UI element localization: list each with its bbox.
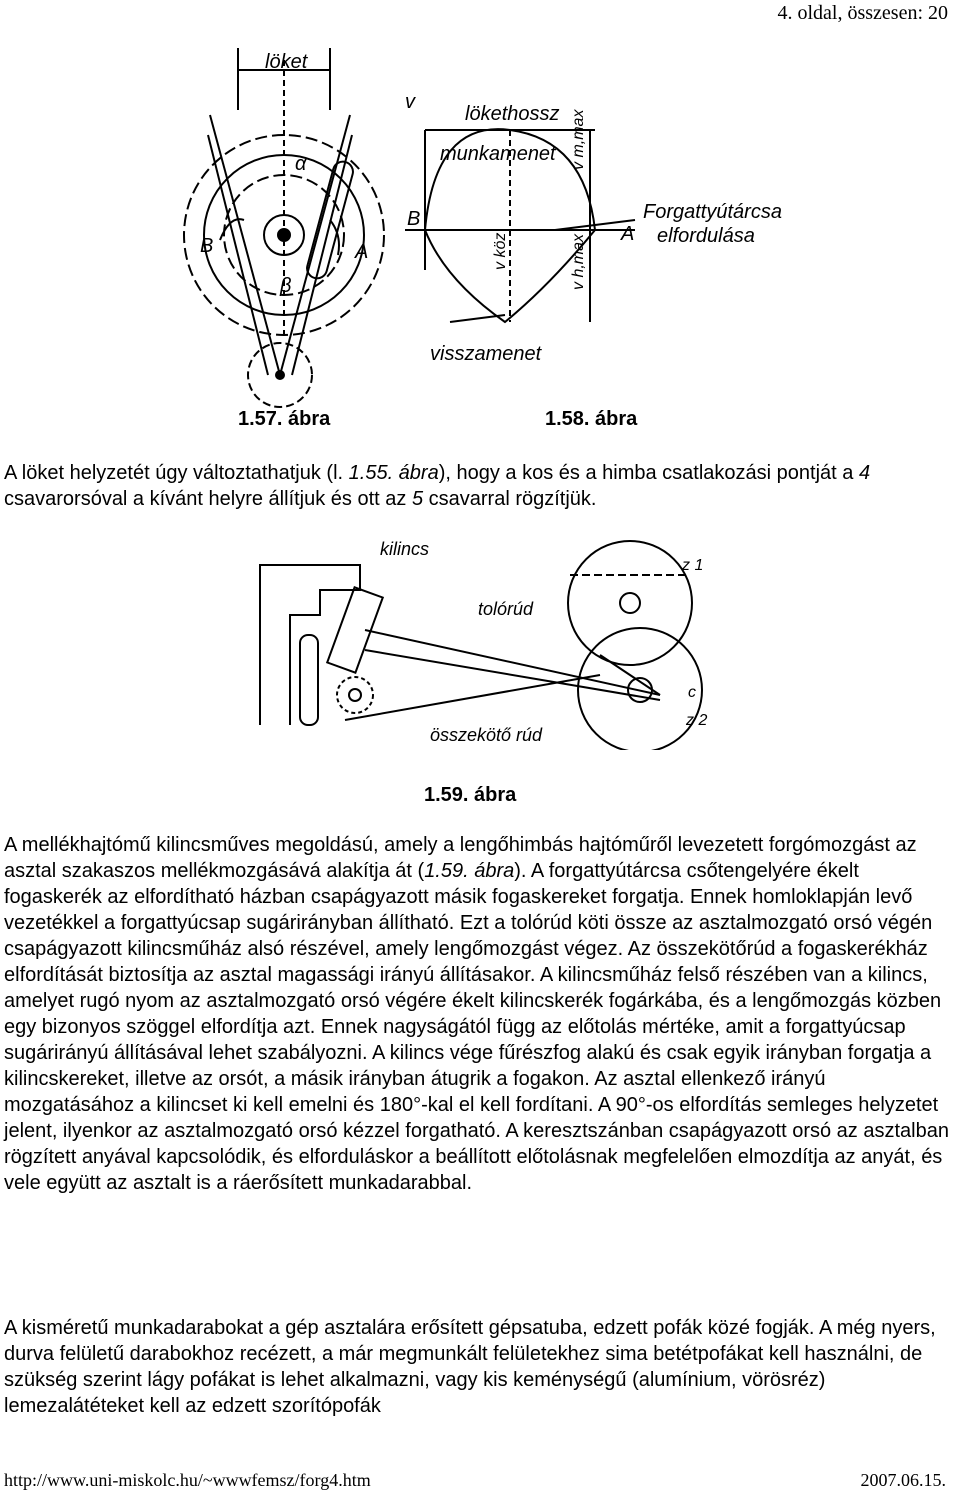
label-tolorud: tolórúd — [478, 599, 534, 619]
label-visszamenet: visszamenet — [430, 343, 542, 365]
label-lokethossz: lökethossz — [465, 103, 560, 125]
paragraph-3: A kisméretű munkadarabokat a gép asztalára erősített gépsatuba, edzett pofák közé fogják. A még nyers, durva felületű darabokhoz recézett, a már megmunkált felületekhez sima betétpofákat kell használni, de szükség szerint lágy pofákat is lehet alkalmazni, vagy kis keménységű (alumínium, vörösréz) lemezalátéteket kell az edzett szorítópofák — [4, 1317, 936, 1417]
figure-1-58 — [395, 90, 795, 365]
label-osszekoto: összekötő rúd — [430, 725, 543, 745]
label-z2: z 2 — [686, 712, 708, 729]
ratchet-mechanism-diagram — [250, 535, 720, 750]
label-alpha: α — [295, 153, 307, 175]
label-loket: löket — [265, 51, 308, 73]
label-vmmax: v m,max — [570, 109, 587, 170]
label-forgattyu-1: Forgattyútárcsa — [643, 201, 782, 223]
caption-1-57: 1.57. ábra — [238, 408, 331, 430]
caption-1-59: 1.59. ábra — [424, 784, 517, 806]
label-b: B — [407, 208, 421, 230]
label-v: v — [405, 91, 415, 113]
label-z1: z 1 — [682, 557, 704, 574]
page-counter: 4. oldal, összesen: 20 — [777, 2, 948, 24]
label-beta: β — [280, 275, 292, 297]
paragraph-2: A mellékhajtómű kilincsműves megoldású, amely a lengőhimbás hajtóműről levezetett forgómozgást az asztal szakaszos mellékmozgásává alakítja át (1.59. ábra). A forgattyútárcsa csőtengelyére ékelt fogaskerék az elfordítható házban csapágyazott másik fogaskereket forgatja. Ennek homloklapján levő vezetékkel a forgattyúcsap sugárirányban állítható. Ezt a tolórúd köti össze az asztalmozgató orsó végén csapágyazott kilincsműház alsó részével, amely lengőmozgást végez. Az összekötőrúd a fogaskerékház elfordítását biztosítja az asztal magassági irányú állításakor. A kilincsműház felső részében van a kilincs, amelyet rugó nyom az asztalmozgató orsó végére ékelt kilincskerék fogárkába, és a lengőmozgás közben egy bizonyos szöggel elfordítja azt. Ennek nagyságától függ az előtolás mértéke, amit a forgattyúcsap sugárirányú állításával lehet szabályozni. A kilincs vége fűrészfog alakú és csak egyik irányban forgatja a kilincskereket, illetve az orsót, a másik irányban átugrik a fogakon. Az asztal ellenkező irányú mozgatásához a kilincset ki kell emelni és 180°-kal el kell fordítani. A 90°-os elfordítás semleges helyzetet jelent, ilyenkor az asztalmozgató orsó kézzel forgatható. A keresztszánban csapágyazott orsó az asztalban rögzített anyával kapcsolódik, és elforduláskor a beállított előtolásnak megfelelően elmozdítja az anyát, és vele együtt az asztalt is a ráerősített munkadarabbal. — [4, 834, 949, 1194]
crank-mechanism-diagram — [180, 40, 410, 410]
footer-date: 2007.06.15. — [860, 1470, 946, 1490]
figure-1-59 — [250, 535, 720, 750]
figure-reference: 1.55. ábra — [348, 462, 439, 484]
paragraph-1: A löket helyzetét úgy változtathatjuk (l. 1.55. ábra), hogy a kos és a himba csatlakozási pontját a 4 csavarorsóval a kívánt helyre állítjuk és ott az 5 csavarral rögzítjük. — [4, 462, 871, 510]
label-munkamenet: munkamenet — [440, 143, 556, 165]
figure-reference: 1.59. ábra — [424, 860, 515, 882]
figure-1-57 — [180, 40, 410, 410]
label-vkoz: v köz — [492, 232, 509, 270]
label-vhmax: v h,max — [570, 233, 587, 290]
label-b: B — [200, 235, 214, 257]
caption-1-58: 1.58. ábra — [545, 408, 638, 430]
label-c: c — [688, 684, 696, 701]
label-forgattyu-2: elfordulása — [657, 225, 755, 247]
label-kilincs: kilincs — [380, 539, 430, 559]
label-a: A — [621, 223, 635, 245]
label-a: A — [355, 241, 369, 263]
speed-diagram — [395, 90, 795, 365]
footer-url: http://www.uni-miskolc.hu/~wwwfemsz/forg4.htm — [4, 1470, 371, 1490]
